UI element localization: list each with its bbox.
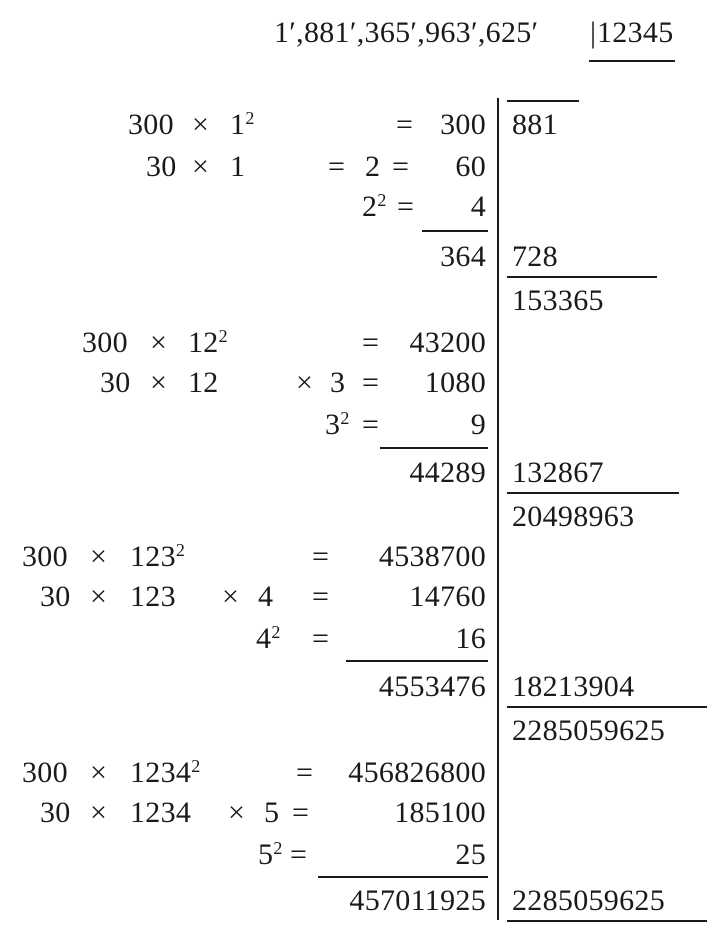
times-sign: × — [150, 366, 168, 399]
right-next: 20498963 — [512, 500, 635, 533]
sum-rule — [346, 660, 488, 662]
term-b-coef: 30 — [100, 366, 131, 399]
term-b-base: 1 — [230, 150, 246, 183]
subtract-rule — [507, 706, 707, 708]
term-b-base: 12 — [188, 366, 219, 399]
step-sum: 44289 — [409, 456, 486, 489]
term-b-mult: 4 — [258, 580, 274, 613]
right-remainder: 881 — [512, 108, 558, 141]
root-underline — [589, 60, 675, 62]
times-sign: × — [90, 796, 108, 829]
equals-sign: = — [362, 366, 380, 399]
final-rule — [507, 920, 707, 922]
term-c-base: $4^2$ — [256, 622, 281, 655]
term-b-base: 1234 — [130, 796, 192, 829]
term-b-coef: 30 — [40, 580, 71, 613]
equals-sign: = — [290, 838, 308, 871]
term-b-value: 185100 — [394, 796, 486, 829]
term-c-base: $2^2$ — [362, 190, 387, 223]
term-a-value: 456826800 — [348, 756, 486, 789]
root-result: 12345 — [597, 16, 674, 49]
term-a-coef: 300 — [22, 756, 68, 789]
term-c-value: 4 — [470, 190, 486, 223]
term-a-coef: 300 — [22, 540, 68, 573]
term-c-base: $5^2$ — [258, 838, 283, 871]
term-c-value: 9 — [470, 408, 486, 441]
right-subtract: 728 — [512, 240, 558, 273]
term-a-base: 1234$^2$ — [130, 756, 201, 789]
radicand-number: 1′,881′,365′,963′,625′ — [274, 16, 539, 49]
right-next: 2285059625 — [512, 714, 665, 747]
times-sign: × — [222, 580, 240, 613]
step-sum: 4553476 — [378, 670, 486, 703]
term-b-base: 123 — [130, 580, 176, 613]
term-a-base: $12^2$ — [188, 326, 228, 359]
sum-rule — [380, 447, 488, 449]
equals-sign: = — [312, 580, 330, 613]
times-sign: × — [90, 540, 108, 573]
equals-sign: = — [362, 408, 380, 441]
term-c-value: 16 — [455, 622, 486, 655]
equals-sign: = — [396, 108, 414, 141]
subtract-rule — [507, 492, 679, 494]
term-a-value: 300 — [440, 108, 486, 141]
equals-sign: = — [328, 150, 346, 183]
term-b-mult: 2 — [365, 150, 381, 183]
term-b-coef: 30 — [40, 796, 71, 829]
term-b-mult: 5 — [264, 796, 280, 829]
root-divider-bar: | — [590, 16, 597, 49]
term-a-base: $123^2$ — [130, 540, 186, 573]
right-subtract: 2285059625 — [512, 884, 665, 917]
right-subtract: 18213904 — [512, 670, 635, 703]
equals-sign: = — [362, 326, 380, 359]
term-b-mult: 3 — [330, 366, 346, 399]
times-sign: × — [192, 108, 210, 141]
equals-sign: = — [292, 796, 310, 829]
term-a-value: 4538700 — [378, 540, 486, 573]
subtract-rule — [507, 276, 657, 278]
main-vertical-divider — [497, 98, 499, 920]
equals-sign: = — [312, 622, 330, 655]
sum-rule — [318, 876, 488, 878]
times-sign: × — [90, 756, 108, 789]
times-sign: × — [296, 366, 314, 399]
equals-sign: = — [392, 150, 410, 183]
equals-sign: = — [397, 190, 415, 223]
term-a-coef: 300 — [82, 326, 128, 359]
term-b-value: 60 — [455, 150, 486, 183]
term-c-base: $3^2$ — [325, 408, 350, 441]
term-b-value: 14760 — [409, 580, 486, 613]
top-bracket-rule — [507, 100, 579, 102]
term-a-coef: 300 — [128, 108, 174, 141]
equals-sign: = — [312, 540, 330, 573]
equals-sign: = — [296, 756, 314, 789]
right-next: 153365 — [512, 284, 604, 317]
sum-rule — [422, 230, 488, 232]
times-sign: × — [150, 326, 168, 359]
term-c-value: 25 — [455, 838, 486, 871]
step-sum: 457011925 — [349, 884, 486, 917]
term-a-value: 43200 — [409, 326, 486, 359]
times-sign: × — [90, 580, 108, 613]
step-sum: 364 — [440, 240, 486, 273]
term-b-coef: 30 — [146, 150, 177, 183]
term-a-base: $1^2$ — [230, 108, 255, 141]
term-b-value: 1080 — [424, 366, 486, 399]
right-subtract: 132867 — [512, 456, 604, 489]
times-sign: × — [228, 796, 246, 829]
times-sign: × — [192, 150, 210, 183]
